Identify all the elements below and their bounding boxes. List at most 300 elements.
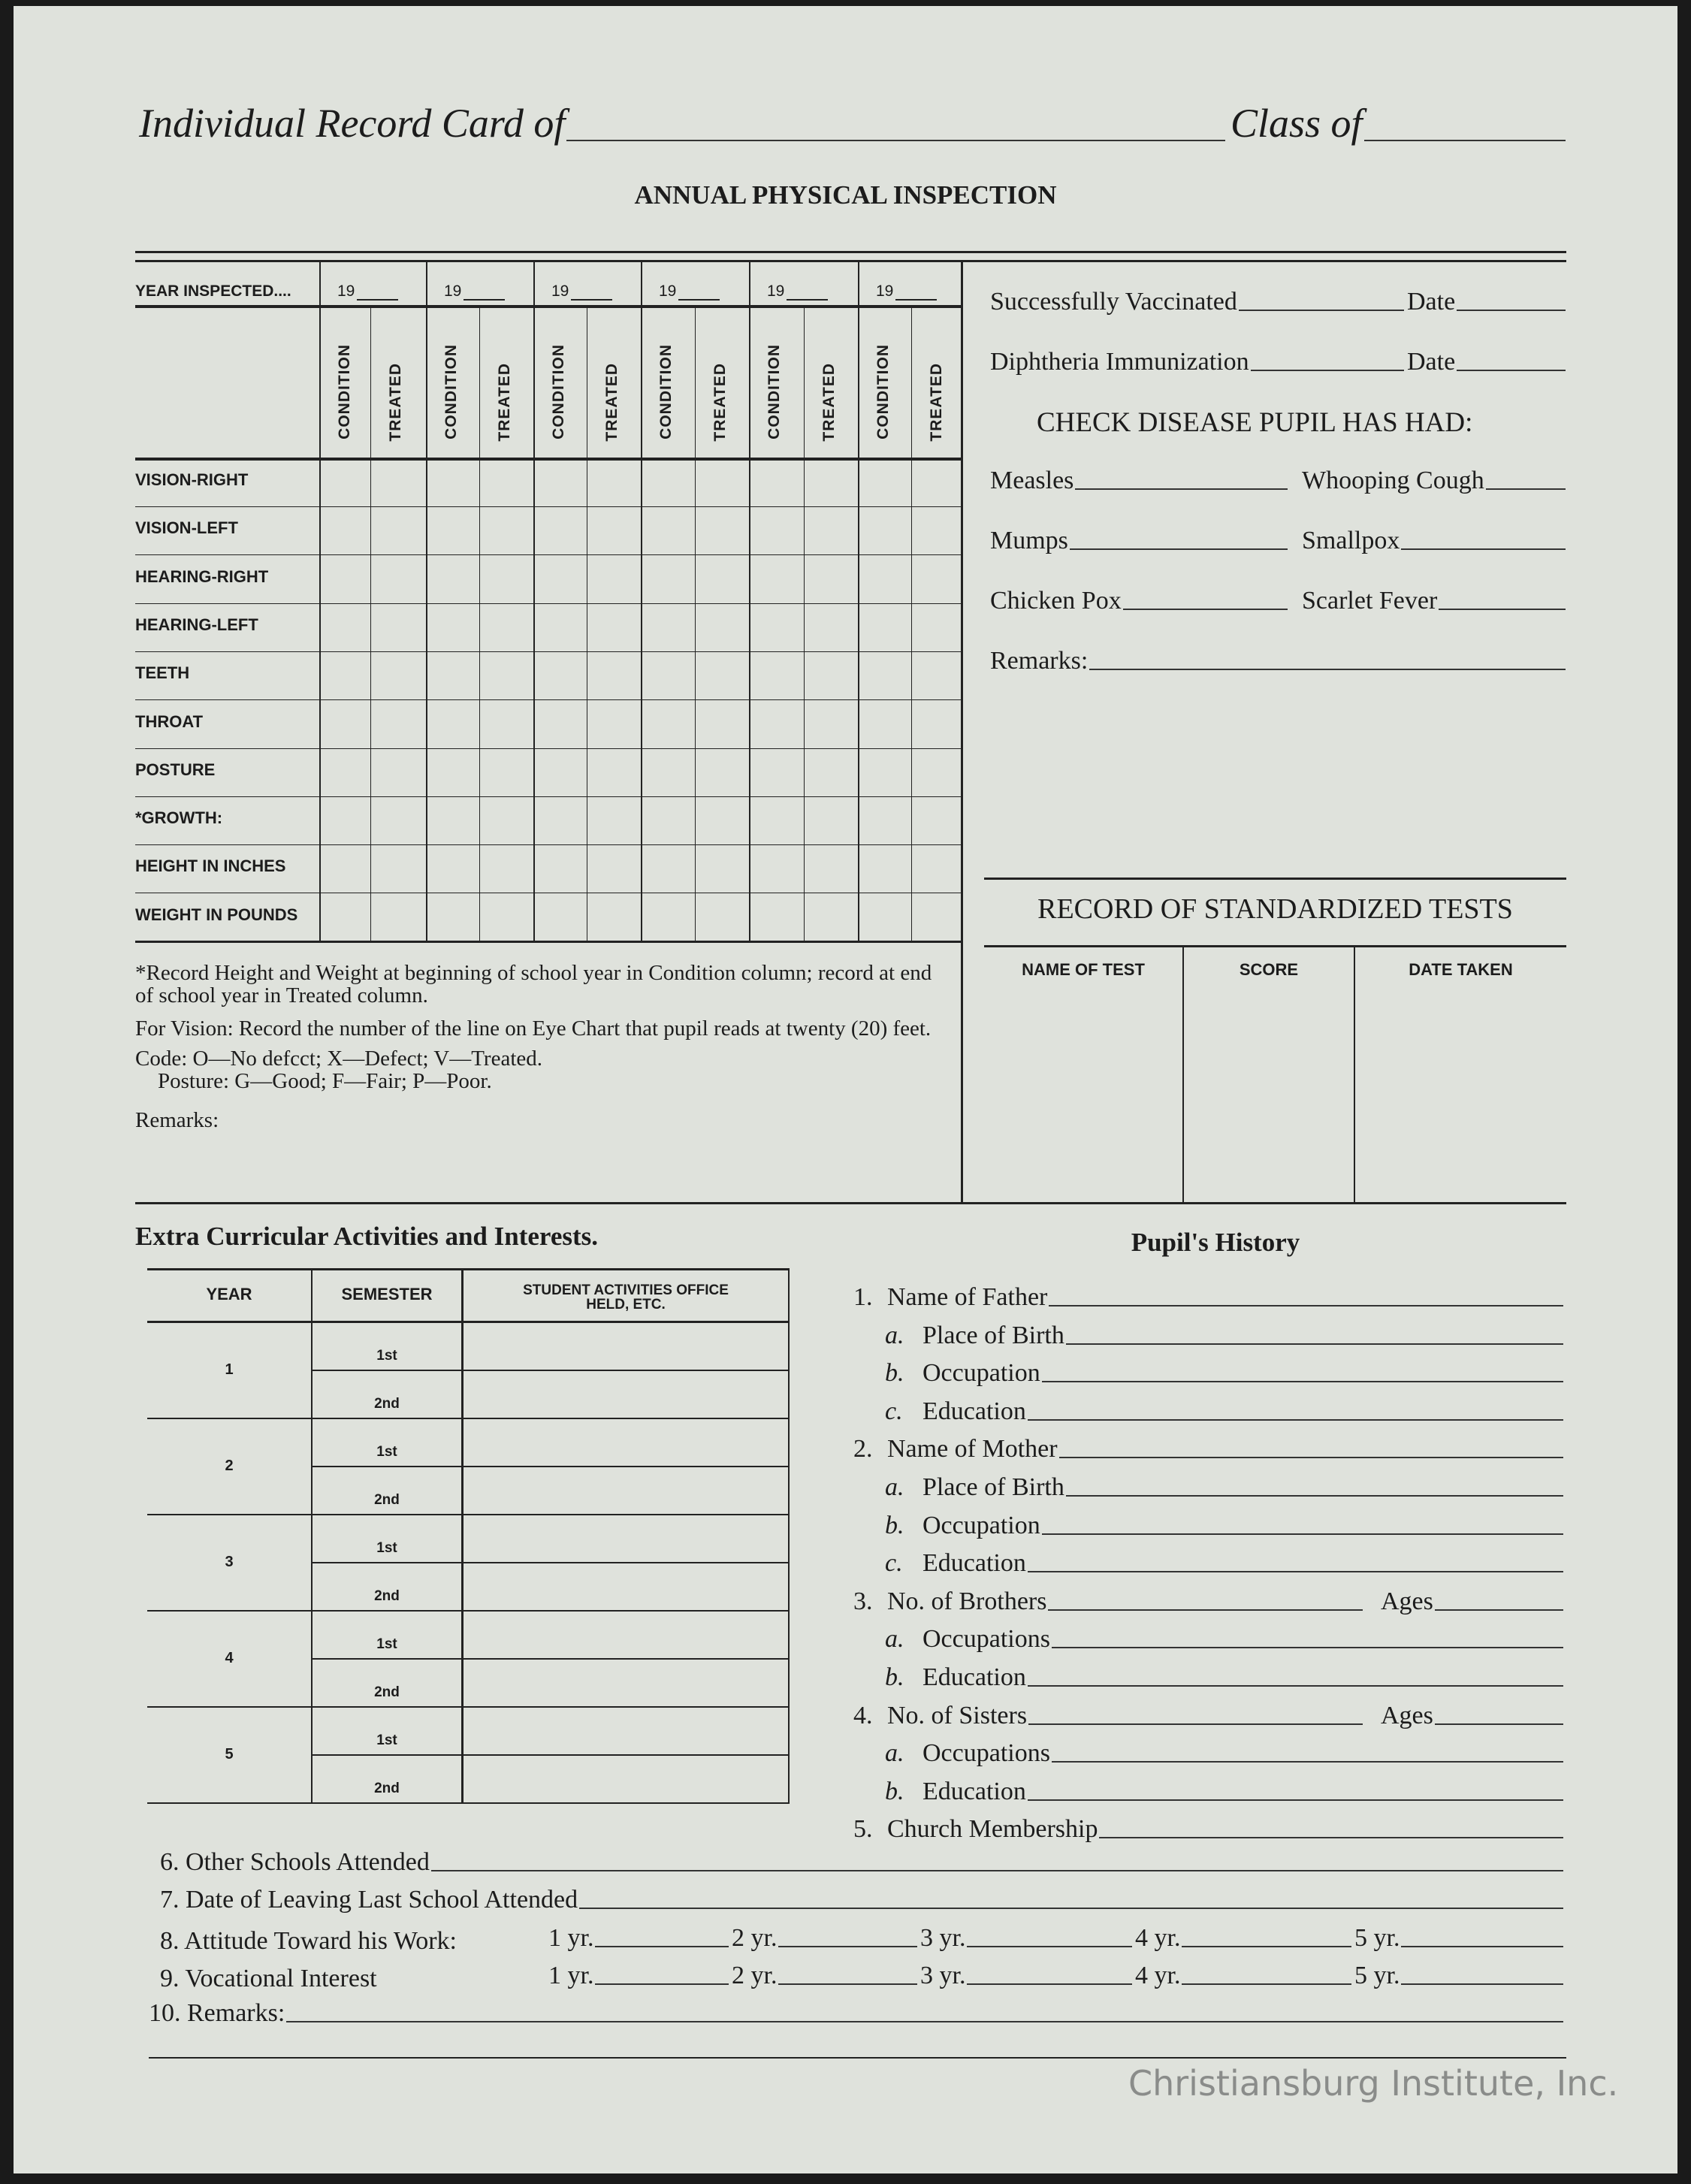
watermark: Christiansburg Institute, Inc. <box>1128 2063 1619 2104</box>
grid-cell[interactable] <box>750 556 803 603</box>
row-label: 9. Vocational Interest <box>160 1965 377 1992</box>
condition-header: CONDITION <box>874 344 892 440</box>
other-schools-field[interactable] <box>160 1848 1566 1877</box>
grid-cell[interactable] <box>535 604 586 651</box>
blank-line <box>431 1870 1563 1871</box>
name-field[interactable] <box>139 100 1228 147</box>
history-label: Church Membership <box>887 1815 1098 1844</box>
grid-cell[interactable] <box>588 459 640 506</box>
blank-line <box>967 1983 1132 1985</box>
grid-cell[interactable] <box>642 652 694 699</box>
semester-label: 2nd <box>374 1588 400 1604</box>
grid-cell[interactable] <box>535 701 586 748</box>
grid-cell[interactable] <box>535 507 586 554</box>
grid-cell[interactable] <box>642 749 694 796</box>
grid-cell[interactable] <box>427 507 479 554</box>
field-label: Ages <box>1381 1587 1433 1615</box>
grid-cell[interactable] <box>427 556 479 603</box>
grid-cell[interactable] <box>642 701 694 748</box>
history-field[interactable] <box>853 1435 1566 1464</box>
item-number: a. <box>885 1739 904 1768</box>
row-label: HEIGHT IN INCHES <box>135 856 286 876</box>
blank-line <box>1028 1799 1563 1801</box>
class-field[interactable] <box>1231 100 1569 147</box>
blank-line <box>1439 609 1566 610</box>
col-score: SCORE <box>1239 960 1299 979</box>
diphtheria-date-field[interactable] <box>1407 348 1569 376</box>
grid-cell[interactable] <box>321 894 370 941</box>
history-field[interactable] <box>885 1322 1566 1350</box>
grid-cell[interactable] <box>642 459 694 506</box>
grid-cell[interactable] <box>642 507 694 554</box>
grid-cell[interactable] <box>427 797 479 844</box>
row-label: HEARING-LEFT <box>135 615 258 634</box>
grid-cell[interactable] <box>321 459 370 506</box>
grid-cell[interactable] <box>642 797 694 844</box>
grid-cell[interactable] <box>481 652 533 699</box>
grid-cell[interactable] <box>913 749 962 796</box>
row-label: WEIGHT IN POUNDS <box>135 905 298 924</box>
item-number: b. <box>885 1511 904 1539</box>
semester-label: 1st <box>376 1348 397 1364</box>
grid-cell[interactable] <box>321 507 370 554</box>
grid-cell[interactable] <box>481 797 533 844</box>
blank-line <box>1049 1305 1563 1306</box>
grid-cell[interactable] <box>805 845 857 892</box>
grid-cell[interactable] <box>588 604 640 651</box>
divider <box>1182 947 1184 1204</box>
col-semester: SEMESTER <box>341 1285 433 1303</box>
history-field[interactable] <box>885 1778 1566 1806</box>
vocational-year-field[interactable] <box>1135 1962 1354 1990</box>
activity-cell[interactable] <box>464 1659 787 1705</box>
field-label: Whooping Cough <box>1302 467 1484 494</box>
grid-cell[interactable] <box>588 701 640 748</box>
history-field[interactable] <box>853 1815 1566 1844</box>
grid-cell[interactable] <box>535 845 586 892</box>
grid-cell[interactable] <box>805 604 857 651</box>
grid-cell[interactable] <box>696 701 748 748</box>
grid-cell[interactable] <box>481 845 533 892</box>
ages-field[interactable] <box>1381 1587 1566 1616</box>
grid-cell[interactable] <box>805 701 857 748</box>
vocational-year-field[interactable] <box>1354 1962 1566 1990</box>
grid-cell[interactable] <box>859 797 910 844</box>
history-field[interactable] <box>885 1625 1566 1654</box>
grid-cell[interactable] <box>372 556 425 603</box>
row-label: TEETH <box>135 663 190 683</box>
condition-header: CONDITION <box>550 344 567 440</box>
divider <box>788 1268 790 1803</box>
condition-header: CONDITION <box>657 344 675 440</box>
row-line <box>147 1802 790 1804</box>
history-field[interactable] <box>885 1739 1566 1768</box>
field-label: 6. Other Schools Attended <box>160 1848 430 1876</box>
grid-cell[interactable] <box>642 845 694 892</box>
grid-cell[interactable] <box>750 749 803 796</box>
grid-cell[interactable] <box>913 845 962 892</box>
divider <box>695 307 696 942</box>
grid-cell[interactable] <box>427 459 479 506</box>
disease-field[interactable] <box>1302 527 1569 555</box>
grid-cell[interactable] <box>859 604 910 651</box>
class-of-label: Class of <box>1231 101 1363 146</box>
grid-cell[interactable] <box>750 459 803 506</box>
grid-cell[interactable] <box>913 652 962 699</box>
field-label: Remarks: <box>990 647 1089 675</box>
history-field[interactable] <box>885 1397 1566 1426</box>
year-field[interactable]: 19 <box>767 282 785 300</box>
divider <box>135 260 1566 262</box>
grid-cell[interactable] <box>372 845 425 892</box>
grid-cell[interactable] <box>535 749 586 796</box>
grid-cell[interactable] <box>427 701 479 748</box>
grid-cell[interactable] <box>588 894 640 941</box>
year-field[interactable]: 19 <box>444 282 462 300</box>
grid-cell[interactable] <box>696 894 748 941</box>
grid-cell[interactable] <box>750 701 803 748</box>
grid-cell[interactable] <box>372 797 425 844</box>
blank-line <box>1052 1761 1563 1763</box>
grid-cell[interactable] <box>481 459 533 506</box>
grid-cell[interactable] <box>321 701 370 748</box>
grid-cell[interactable] <box>913 507 962 554</box>
blank-line <box>1401 548 1566 550</box>
divider <box>804 307 805 942</box>
blank-line <box>1486 488 1566 490</box>
check-disease-heading: CHECK DISEASE PUPIL HAS HAD: <box>1037 407 1473 438</box>
grid-cell[interactable] <box>588 652 640 699</box>
vocational-year-field[interactable] <box>732 1962 920 1990</box>
grid-cell[interactable] <box>588 556 640 603</box>
grid-cell[interactable] <box>372 507 425 554</box>
semester-label: 1st <box>376 1540 397 1556</box>
grid-cell[interactable] <box>427 845 479 892</box>
grid-cell[interactable] <box>696 797 748 844</box>
page-title: ANNUAL PHYSICAL INSPECTION <box>634 180 1057 210</box>
grid-cell[interactable] <box>481 701 533 748</box>
attitude-year-field[interactable] <box>1354 1924 1566 1953</box>
attitude-year-field[interactable] <box>920 1924 1135 1953</box>
grid-cell[interactable] <box>642 604 694 651</box>
history-field[interactable] <box>853 1702 1366 1730</box>
row-label: POSTURE <box>135 760 216 779</box>
semester-label: 2nd <box>374 1492 400 1508</box>
divider <box>461 1268 464 1803</box>
grid-cell[interactable] <box>535 797 586 844</box>
grid-cell[interactable] <box>805 652 857 699</box>
blank-line <box>1042 1381 1563 1382</box>
divider <box>135 305 962 308</box>
divider <box>135 251 1566 253</box>
col-activities: STUDENT ACTIVITIES OFFICE HELD, ETC. <box>523 1282 729 1313</box>
grid-cell[interactable] <box>805 894 857 941</box>
field-label: Date <box>1407 288 1456 316</box>
grid-cell[interactable] <box>859 507 910 554</box>
item-number: a. <box>885 1321 904 1349</box>
history-field[interactable] <box>885 1663 1566 1692</box>
grid-cell[interactable] <box>750 652 803 699</box>
grid-cell[interactable] <box>642 556 694 603</box>
item-number: 3. <box>853 1587 873 1615</box>
vocational-year-field[interactable] <box>548 1962 732 1990</box>
disease-field[interactable] <box>990 527 1291 555</box>
grid-cell[interactable] <box>913 797 962 844</box>
vaccinated-date-field[interactable] <box>1407 288 1569 316</box>
grid-cell[interactable] <box>481 749 533 796</box>
grid-cell[interactable] <box>535 459 586 506</box>
divider <box>984 945 1566 947</box>
history-field[interactable] <box>853 1587 1366 1616</box>
final-remarks-field[interactable] <box>149 1999 1566 2028</box>
grid-cell[interactable] <box>859 701 910 748</box>
field-label: 2 yr. <box>732 1924 778 1952</box>
history-label: Occupation <box>923 1511 1040 1539</box>
grid-cell[interactable] <box>372 604 425 651</box>
grid-cell[interactable] <box>750 894 803 941</box>
grid-cell[interactable] <box>913 556 962 603</box>
grid-cell[interactable] <box>321 845 370 892</box>
field-label: 10. Remarks: <box>149 1999 285 2027</box>
divider <box>135 941 962 943</box>
year-field[interactable]: 19 <box>659 282 677 300</box>
date-leaving-field[interactable] <box>160 1886 1566 1914</box>
grid-cell[interactable] <box>588 749 640 796</box>
blank-line <box>1435 1609 1563 1611</box>
divider <box>984 878 1566 880</box>
row-label: HEARING-RIGHT <box>135 566 269 586</box>
grid-cell[interactable] <box>321 797 370 844</box>
grid-cell[interactable] <box>321 604 370 651</box>
year-number: 3 <box>225 1554 234 1570</box>
year-field[interactable]: 19 <box>551 282 569 300</box>
grid-cell[interactable] <box>805 507 857 554</box>
item-number: b. <box>885 1777 904 1805</box>
blank-line <box>1239 310 1404 311</box>
grid-cell[interactable] <box>805 749 857 796</box>
grid-cell[interactable] <box>696 845 748 892</box>
field-label: Mumps <box>990 527 1068 554</box>
grid-cell[interactable] <box>913 459 962 506</box>
history-label: No. of Brothers <box>887 1587 1047 1615</box>
grid-cell[interactable] <box>321 652 370 699</box>
divider <box>479 307 480 942</box>
item-number: c. <box>885 1549 903 1578</box>
tests-heading: RECORD OF STANDARDIZED TESTS <box>1037 893 1513 925</box>
blank-line <box>1066 1343 1563 1345</box>
grid-cell[interactable] <box>750 604 803 651</box>
year-blank <box>895 299 937 301</box>
grid-cell[interactable] <box>372 701 425 748</box>
row-label: 8. Attitude Toward his Work: <box>160 1927 457 1955</box>
blank-line <box>1182 1946 1351 1947</box>
divider <box>370 307 371 942</box>
grid-cell[interactable] <box>859 749 910 796</box>
grid-cell[interactable] <box>859 459 910 506</box>
attitude-year-field[interactable] <box>548 1924 732 1953</box>
item-number: b. <box>885 1359 904 1388</box>
disease-field[interactable] <box>1302 467 1569 495</box>
field-label: Diphtheria Immunization <box>990 348 1249 376</box>
year-blank <box>464 299 505 301</box>
grid-cell[interactable] <box>696 749 748 796</box>
col-year: YEAR <box>206 1285 252 1303</box>
field-label: 3 yr. <box>920 1924 966 1952</box>
activity-cell[interactable] <box>464 1563 787 1609</box>
grid-cell[interactable] <box>588 797 640 844</box>
note-text: For Vision: Record the number of the line on Eye Chart that pupil reads at twenty (20) feet. <box>135 1016 932 1041</box>
year-field[interactable]: 19 <box>337 282 355 300</box>
field-label: 5 yr. <box>1354 1924 1400 1952</box>
condition-header: CONDITION <box>336 344 353 440</box>
semester-label: 1st <box>376 1636 397 1652</box>
grid-cell[interactable] <box>805 459 857 506</box>
blank-line <box>595 1946 729 1947</box>
grid-cell[interactable] <box>481 604 533 651</box>
grid-cell[interactable] <box>859 556 910 603</box>
grid-cell[interactable] <box>696 652 748 699</box>
semester-label: 2nd <box>374 1396 400 1412</box>
blank-line <box>1457 310 1566 311</box>
history-field[interactable] <box>885 1512 1566 1540</box>
note-text: Remarks: <box>135 1108 219 1132</box>
attitude-year-field[interactable] <box>1135 1924 1354 1953</box>
record-card-label: Individual Record Card of <box>139 101 566 146</box>
grid-cell[interactable] <box>913 701 962 748</box>
history-field[interactable] <box>885 1359 1566 1388</box>
activity-cell[interactable] <box>464 1370 787 1417</box>
grid-cell[interactable] <box>427 894 479 941</box>
activity-cell[interactable] <box>464 1467 787 1513</box>
grid-cell[interactable] <box>696 604 748 651</box>
vaccinated-field[interactable] <box>990 288 1407 316</box>
history-label: Name of Father <box>887 1283 1048 1311</box>
grid-cell[interactable] <box>321 556 370 603</box>
field-label: Ages <box>1381 1701 1433 1729</box>
history-label: No. of Sisters <box>887 1701 1028 1729</box>
treated-header: TREATED <box>928 363 945 442</box>
diphtheria-field[interactable] <box>990 348 1407 376</box>
field-label: Successfully Vaccinated <box>990 288 1237 316</box>
grid-cell[interactable] <box>535 556 586 603</box>
disease-field[interactable] <box>990 587 1291 615</box>
history-label: Occupations <box>923 1625 1050 1654</box>
grid-cell[interactable] <box>427 604 479 651</box>
grid-cell[interactable] <box>913 894 962 941</box>
grid-cell[interactable] <box>859 652 910 699</box>
grid-cell[interactable] <box>481 894 533 941</box>
grid-cell[interactable] <box>642 894 694 941</box>
disease-field[interactable] <box>1302 587 1569 615</box>
grid-cell[interactable] <box>588 845 640 892</box>
divider <box>149 2057 1566 2059</box>
blank-line <box>1401 1946 1563 1947</box>
year-number: 4 <box>225 1650 234 1666</box>
grid-cell[interactable] <box>750 797 803 844</box>
blank-line <box>967 1946 1132 1947</box>
activity-cell[interactable] <box>464 1322 787 1369</box>
grid-cell[interactable] <box>696 556 748 603</box>
year-number: 2 <box>225 1458 234 1474</box>
grid-cell[interactable] <box>750 507 803 554</box>
grid-cell[interactable] <box>859 894 910 941</box>
grid-cell[interactable] <box>535 652 586 699</box>
grid-cell[interactable] <box>481 556 533 603</box>
grid-cell[interactable] <box>321 749 370 796</box>
blank-line <box>1075 488 1288 490</box>
grid-cell[interactable] <box>859 845 910 892</box>
row-label: THROAT <box>135 711 204 731</box>
divider <box>911 307 912 942</box>
activity-cell[interactable] <box>464 1418 787 1465</box>
blank-line <box>1251 370 1404 371</box>
grid-cell[interactable] <box>372 749 425 796</box>
grid-cell[interactable] <box>372 894 425 941</box>
history-field[interactable] <box>853 1283 1566 1312</box>
grid-cell[interactable] <box>588 507 640 554</box>
condition-header: CONDITION <box>765 344 783 440</box>
activity-cell[interactable] <box>464 1611 787 1657</box>
year-field[interactable]: 19 <box>876 282 894 300</box>
treated-header: TREATED <box>711 363 729 442</box>
grid-cell[interactable] <box>805 556 857 603</box>
history-label: Occupation <box>923 1359 1040 1388</box>
divider <box>1354 947 1355 1204</box>
ages-field[interactable] <box>1381 1702 1566 1730</box>
divider <box>147 1268 790 1270</box>
history-label: Place of Birth <box>923 1473 1064 1501</box>
grid-cell[interactable] <box>427 749 479 796</box>
field-label: 7. Date of Leaving Last School Attended <box>160 1886 578 1914</box>
blank-line <box>1401 1983 1563 1985</box>
attitude-year-field[interactable] <box>732 1924 920 1953</box>
grid-cell[interactable] <box>696 507 748 554</box>
history-label: Education <box>923 1397 1026 1425</box>
grid-cell[interactable] <box>696 459 748 506</box>
blank-line <box>1457 370 1566 371</box>
year-blank <box>787 299 828 301</box>
grid-cell[interactable] <box>913 604 962 651</box>
semester-label: 2nd <box>374 1684 400 1700</box>
grid-cell[interactable] <box>481 507 533 554</box>
item-number: 2. <box>853 1435 873 1464</box>
blank-line <box>1059 1457 1563 1458</box>
item-number: 4. <box>853 1701 873 1729</box>
grid-cell[interactable] <box>427 652 479 699</box>
grid-cell[interactable] <box>750 845 803 892</box>
activity-cell[interactable] <box>464 1755 787 1802</box>
grid-cell[interactable] <box>372 652 425 699</box>
history-label: Occupations <box>923 1739 1050 1768</box>
item-number: a. <box>885 1473 904 1501</box>
disease-field[interactable] <box>990 467 1291 495</box>
grid-cell[interactable] <box>372 459 425 506</box>
blank-line <box>1435 1723 1563 1725</box>
grid-cell[interactable] <box>805 797 857 844</box>
grid-cell[interactable] <box>535 894 586 941</box>
physical-notes <box>135 962 954 1131</box>
history-field[interactable] <box>885 1473 1566 1502</box>
activity-cell[interactable] <box>464 1515 787 1561</box>
remarks-field[interactable] <box>990 647 1569 675</box>
vocational-year-field[interactable] <box>920 1962 1135 1990</box>
blank-line <box>778 1946 917 1947</box>
activity-cell[interactable] <box>464 1707 787 1754</box>
condition-header: CONDITION <box>442 344 460 440</box>
history-field[interactable] <box>885 1549 1566 1578</box>
year-blank <box>678 299 720 301</box>
row-label: *GROWTH: <box>135 808 223 828</box>
